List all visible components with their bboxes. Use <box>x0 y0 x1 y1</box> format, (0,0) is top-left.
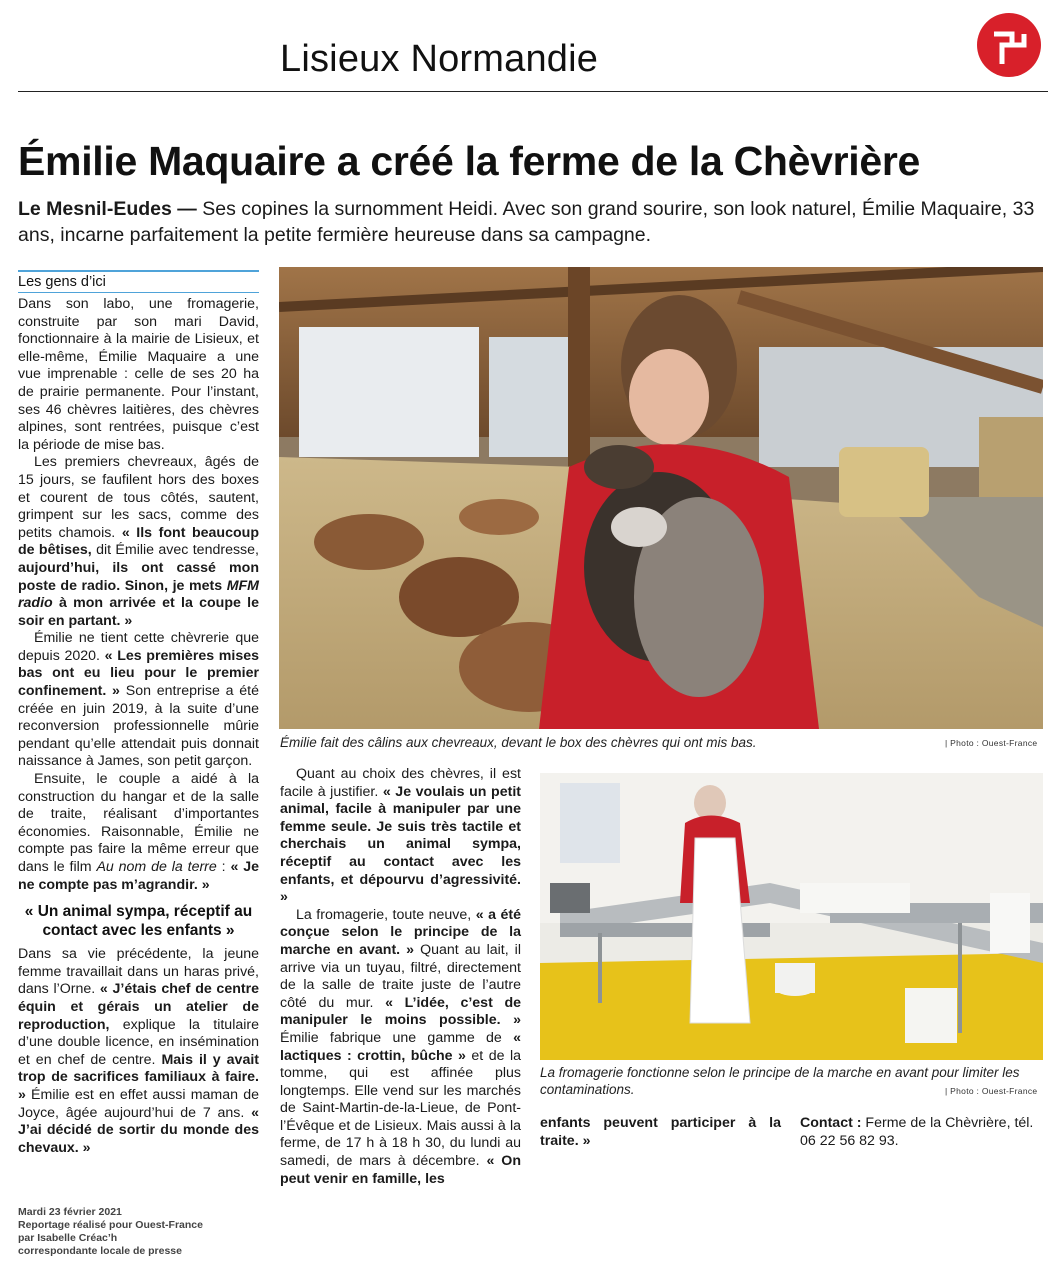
paragraph: Les premiers chevreaux, âgés de 15 jours, se faufilent hors des boxes et courent de tous côtés, sautent, grimpent sur les sacs, comme des petits chamois. « Ils font beaucoup de bêtises, dit Émilie avec tendresse, aujourd’hui, ils ont cassé mon poste de radio. Sinon, je mets MFM radio à mon arrivée et la coupe le soir en partant. » <box>18 454 259 629</box>
paragraph: Quant au choix des chèvres, il est facile à justifier. « Je voulais un petit animal, facile à manipuler par une femme seule. Je suis très tactile et cherchais un animal sympa, réceptif au contact avec les enfants, et dépourvu d’agressivité. » <box>280 766 521 906</box>
contact-text: Ferme de la Chèvrière, tél. 06 22 56 82 93. <box>800 1115 1034 1149</box>
publication-date: Mardi 23 février 2021 <box>18 1206 122 1218</box>
report-credit: Reportage réalisé pour Ouest-France <box>18 1219 203 1231</box>
photo-goats-barn <box>279 267 1043 729</box>
photo-1-caption: Émilie fait des câlins aux chevreaux, devant le box des chèvres qui ont mis bas. <box>280 735 757 750</box>
pull-quote: « Un animal sympa, réceptif au contact avec les enfants » <box>24 903 253 940</box>
article-headline: Émilie Maquaire a créé la ferme de la Chèvrière <box>18 138 921 184</box>
photo-1-credit: | Photo : Ouest-France <box>945 738 1038 748</box>
paragraph: Ensuite, le couple a aidé à la construction du hangar et de la salle de traite, réalisant d’importantes économies. Raisonnable, Émilie ne compte pas faire la même erreur que dans le film Au nom de la terre : « Je ne compte pas m’agrandir. » <box>18 771 259 893</box>
paragraph: Dans sa vie précédente, la jeune femme travaillait dans un haras privé, dans l’Orne. « J’étais chef de centre équin et gérais un atelier de reproduction, explique la titulaire d’une double licence, en insémination et en chef de centre. Mais il y avait trop de sacrifices familiaux à faire. » Émilie est en effet aussi maman de Joyce, âgée aujourd’hui de 7 ans. « J’ai décidé de sortir du monde des chevaux. » <box>18 946 260 1156</box>
paragraph: La fromagerie, toute neuve, « a été conçue selon le principe de la marche en avant. » Quant au lait, il arrive via un tuyau, filtré, directement de la salle de traite juste de l’autre côté du mur. « L’idée, c’est de manipuler le moins possible. » Émilie fabrique une gamme de « lactiques : crottin, bûche » et de la tomme, qui est affinée plus longtemps. Elle vend sur les marchés de Saint-Martin-de-la-Lieue, de Pont-l’Évêque et de Lisieux. Mais aussi à la ferme, de 17 h à 18 h 30, du lundi au samedi, de mars à décembre. « On peut venir en famille, les <box>280 906 522 1187</box>
photo-2-caption: La fromagerie fonctionne selon le principe de la marche en avant pour limiter les contaminations. <box>540 1065 1020 1097</box>
photo-2-credit: | Photo : Ouest-France <box>945 1086 1038 1096</box>
contact-label: Contact : <box>800 1115 862 1131</box>
author-role: correspondante locale de presse <box>18 1245 182 1257</box>
header-rule <box>18 91 1048 92</box>
paragraph: Dans son labo, une fromagerie, construite par son mari David, fonctionnaire à la mairie de Lisieux, et elle-même, Émilie Maquaire a une vue imprenable : celle de ses 20 ha de prairie permanente. Pour l’instant, ses 46 chèvres laitières, des chèvres alpines, sont rentrées, puisque c’est la période de mise bas. <box>18 296 259 453</box>
article-lede <box>18 196 1048 248</box>
dateline: Le Mesnil-Eudes — <box>18 198 197 220</box>
kicker-rule <box>18 292 259 293</box>
kicker-label: Les gens d’ici <box>18 270 259 290</box>
section-title: Lisieux Normandie <box>280 38 599 80</box>
paragraph: enfants peuvent participer à la traite. » <box>540 1115 781 1149</box>
ouest-france-logo <box>976 12 1042 78</box>
photo-cheese-dairy <box>540 773 1043 1060</box>
column-3 <box>540 1115 781 1150</box>
author: par Isabelle Créac’h <box>18 1232 118 1244</box>
column-1 <box>18 296 259 1157</box>
column-2 <box>280 766 521 1188</box>
article-footer <box>18 1206 203 1258</box>
lede-text: Ses copines la surnomment Heidi. Avec son grand sourire, son look naturel, Émilie Maquaire, 33 ans, incarne parfaitement la petite fermière heureuse dans sa campagne. <box>18 198 1035 246</box>
paragraph: Émilie ne tient cette chèvrerie que depuis 2020. « Les premières mises bas ont eu lieu pour le premier confinement. » Son entreprise a été créée en juin 2019, à la suite d’une reconversion professionnelle mûrie pendant qu’elle attendait puis donnait naissance à James, son petit garçon. <box>18 630 260 770</box>
contact-info <box>800 1115 1043 1150</box>
